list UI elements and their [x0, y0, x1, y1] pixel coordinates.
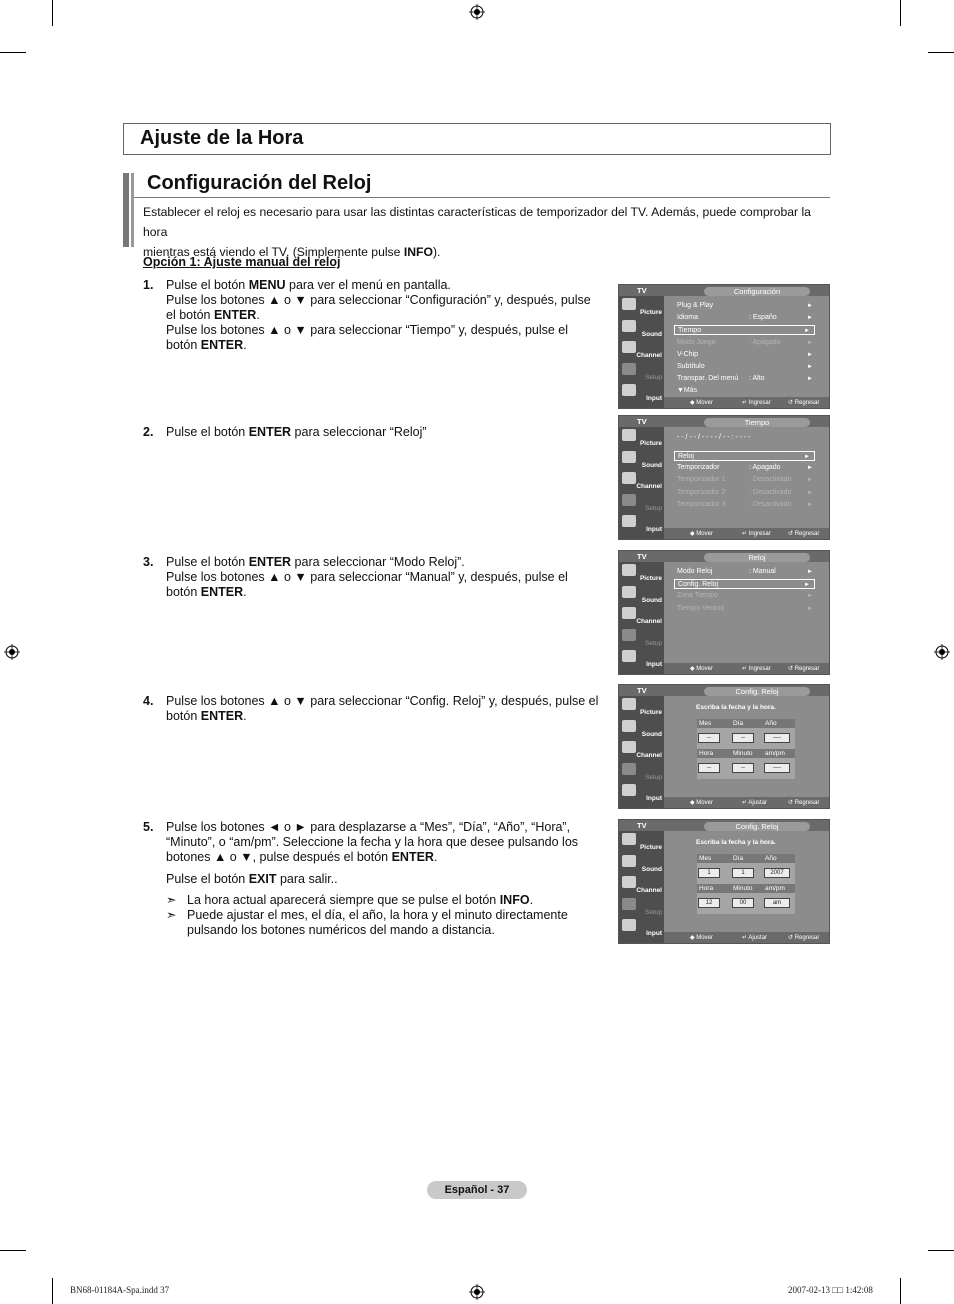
- arrow-right-icon: ►: [807, 315, 813, 322]
- sidebar-item-picture[interactable]: [619, 427, 664, 448]
- menu-item[interactable]: [677, 313, 817, 323]
- tv-footer: [664, 932, 830, 943]
- menu-item-label: Temporizador 1: [677, 476, 726, 484]
- footer-hint: ↵ Ingresar: [742, 531, 771, 537]
- menu-item-label: Temporizador 3: [677, 500, 726, 508]
- note-line: ➣ La hora actual aparecerá siempre que se pulse el botón INFO.: [166, 893, 534, 907]
- tv-footer: [664, 397, 830, 408]
- menu-item[interactable]: [677, 301, 817, 311]
- arrow-right-icon: ►: [807, 605, 813, 612]
- field-label: Mes: [699, 720, 712, 727]
- menu-item-value: : Manual: [749, 568, 776, 575]
- step-3: [143, 555, 608, 600]
- menu-item[interactable]: [674, 579, 815, 589]
- field-label: Día: [733, 855, 744, 862]
- menu-item: [677, 500, 817, 510]
- footer-hint: ◆ Mover: [690, 666, 713, 672]
- step-body: [166, 555, 608, 600]
- sidebar-item-picture[interactable]: [619, 696, 664, 717]
- clock-field[interactable]: --: [698, 763, 720, 773]
- step-body: [166, 425, 608, 440]
- sidebar-label: Sound: [641, 330, 662, 338]
- tv-label: TV: [637, 821, 647, 830]
- step-line: Pulse los botones ▲ o ▼ para seleccionar “Configuración” y, después, pulse: [166, 293, 591, 307]
- menu-item-value: : Apagado: [749, 464, 781, 472]
- sidebar-item-setup[interactable]: [619, 896, 664, 917]
- arrow-right-icon: ►: [807, 489, 813, 496]
- tv-sidebar: [619, 296, 664, 409]
- tv-footer: [664, 663, 830, 674]
- input-icon: [622, 384, 636, 396]
- note-arrow-icon: ➣: [166, 908, 177, 922]
- menu-item-value: : Apagado: [749, 338, 781, 346]
- footer-hint: ↺ Regresar: [788, 800, 820, 806]
- menu-item-label: ▼Más: [677, 387, 698, 395]
- tv-screen-1: [618, 284, 830, 409]
- input-icon: [622, 919, 636, 931]
- sidebar-label: Input: [646, 526, 662, 533]
- sidebar-item-sound[interactable]: [619, 449, 664, 470]
- menu-item[interactable]: [677, 374, 817, 384]
- footer-hint: ↺ Regresar: [788, 531, 820, 537]
- sidebar-label: Sound: [641, 461, 662, 469]
- sidebar-item-sound[interactable]: [619, 718, 664, 739]
- sidebar-item-picture[interactable]: [619, 831, 664, 852]
- sidebar-item-sound[interactable]: [619, 584, 664, 605]
- tv-header: [619, 551, 830, 562]
- menu-item[interactable]: [677, 463, 817, 473]
- menu-item: [677, 475, 817, 485]
- sidebar-label: Channel: [636, 887, 662, 894]
- tv-sidebar: [619, 831, 664, 944]
- arrow-right-icon: ►: [807, 376, 813, 383]
- tv-header: [619, 416, 830, 427]
- menu-item: [677, 591, 817, 601]
- menu-item-value: : Desactivado: [749, 476, 792, 484]
- option-heading: Opción 1: Ajuste manual del reloj: [143, 255, 341, 269]
- menu-title: Configuración: [704, 287, 810, 296]
- picture-icon: [622, 298, 636, 310]
- sidebar-label: Input: [646, 395, 662, 402]
- step-5: [143, 820, 608, 938]
- menu-title: Config. Reloj: [704, 822, 810, 831]
- clock-field[interactable]: --: [732, 763, 754, 773]
- clock-field[interactable]: 1: [732, 868, 754, 878]
- picture-icon: [622, 564, 636, 576]
- sidebar-label: Picture: [639, 709, 662, 716]
- sidebar-item-input[interactable]: [619, 382, 664, 403]
- setup-icon: [622, 898, 636, 910]
- step-line: botones ▲ o ▼, pulse después el botón ENTER.: [166, 850, 438, 864]
- sidebar-item-input[interactable]: [619, 648, 664, 669]
- sidebar-label: Channel: [636, 752, 662, 759]
- input-icon: [622, 784, 636, 796]
- arrow-right-icon: ►: [807, 593, 813, 600]
- arrow-right-icon: ►: [807, 339, 813, 346]
- picture-icon: [622, 833, 636, 845]
- arrow-right-icon: ►: [804, 328, 810, 335]
- step-line: Pulse el botón ENTER para seleccionar “Reloj”: [166, 425, 427, 439]
- menu-item[interactable]: [677, 350, 817, 360]
- registration-mark-icon: [469, 4, 485, 20]
- clock-prompt: Escriba la fecha y la hora.: [696, 704, 776, 711]
- footer-hint: ↺ Regresar: [788, 935, 820, 941]
- tv-header: [619, 285, 830, 296]
- intro-paragraph: Establecer el reloj es necesario para usar las distintas características de temporizador del TV. Además, puede comprobar la hora mientras está viendo el TV. (Simplemente pulse INFO).: [143, 205, 811, 259]
- sidebar-label: Setup: [645, 373, 662, 381]
- field-label: am/pm: [765, 885, 785, 892]
- clock-field[interactable]: 1: [698, 868, 720, 878]
- sidebar-label: Input: [646, 795, 662, 802]
- sidebar-item-picture[interactable]: [619, 562, 664, 583]
- field-label: Hora: [699, 750, 714, 757]
- sidebar-label: Sound: [641, 596, 662, 604]
- footer-hint: ↵ Ajustar: [742, 935, 768, 941]
- tv-header: [619, 685, 830, 696]
- step-line: Pulse los botones ▲ o ▼ para seleccionar “Manual” y, después, pulse el: [166, 570, 568, 584]
- note-line: pulsando los botones numéricos del mando a distancia.: [187, 923, 495, 937]
- step-line: el botón ENTER.: [166, 308, 260, 322]
- sound-icon: [622, 320, 636, 332]
- registration-mark-icon: [4, 644, 20, 660]
- tv-sidebar: [619, 562, 664, 675]
- step-body: [166, 820, 608, 938]
- step-2: [143, 425, 608, 440]
- setup-icon: [622, 363, 636, 375]
- footer-hint: ◆ Mover: [690, 800, 713, 806]
- arrow-right-icon: ►: [807, 465, 813, 472]
- step-number: 1.: [143, 278, 154, 292]
- menu-title: Reloj: [704, 553, 810, 562]
- menu-item: [677, 338, 817, 348]
- channel-icon: [622, 607, 636, 619]
- picture-icon: [622, 698, 636, 710]
- menu-item-label: Zona Tiempo: [677, 592, 718, 600]
- step-line: botón ENTER.: [166, 709, 247, 723]
- arrow-right-icon: ►: [807, 569, 813, 575]
- step-line: Pulse los botones ◄ o ► para desplazarse a “Mes”, “Día”, “Año”, “Hora”,: [166, 820, 571, 834]
- clock-field[interactable]: am: [764, 898, 790, 908]
- field-label: Minuto: [733, 885, 753, 892]
- menu-item-label: Tiempo Verano: [677, 604, 725, 612]
- slug-left: BN68-01184A-Spa.indd 37: [70, 1285, 170, 1295]
- field-label: Día: [733, 720, 744, 727]
- input-icon: [622, 515, 636, 527]
- footer-hint: ↵ Ingresar: [742, 666, 771, 672]
- menu-item-label: V-Chip: [677, 350, 699, 358]
- sidebar-label: Channel: [636, 618, 662, 625]
- step-1: [143, 278, 608, 353]
- page-number: Español - 37: [427, 1181, 527, 1199]
- sidebar-item-setup[interactable]: [619, 627, 664, 648]
- menu-item[interactable]: [674, 325, 815, 335]
- channel-icon: [622, 341, 636, 353]
- tv-label: TV: [637, 417, 647, 426]
- menu-item[interactable]: [677, 362, 817, 372]
- menu-title: Config. Reloj: [704, 687, 810, 696]
- field-label: am/pm: [765, 750, 785, 757]
- step-number: 5.: [143, 820, 154, 834]
- sidebar-item-setup[interactable]: [619, 361, 664, 382]
- tv-sidebar: [619, 696, 664, 809]
- step-number: 3.: [143, 555, 154, 569]
- footer-hint: ↺ Regresar: [788, 400, 820, 406]
- footer-hint: ◆ Mover: [690, 400, 713, 406]
- footer-hint: ↵ Ingresar: [742, 400, 771, 406]
- menu-title: Tiempo: [704, 418, 810, 427]
- tv-screen-5: [618, 819, 830, 944]
- sidebar-item-channel[interactable]: [619, 874, 664, 895]
- tv-footer: [664, 797, 830, 808]
- sound-icon: [622, 451, 636, 463]
- sidebar-label: Picture: [639, 575, 662, 582]
- sidebar-item-picture[interactable]: [619, 296, 664, 317]
- picture-icon: [622, 429, 636, 441]
- sidebar-label: Channel: [636, 352, 662, 359]
- section-header: [123, 123, 831, 155]
- arrow-right-icon: ►: [804, 454, 810, 460]
- menu-item-value: : Españo: [749, 314, 777, 322]
- arrow-right-icon: ►: [804, 582, 810, 589]
- menu-item-value: : Desactivado: [749, 488, 792, 496]
- menu-item-label: Reloj: [678, 453, 694, 460]
- step-line: Pulse los botones ▲ o ▼ para seleccionar “Config. Reloj” y, después, pulse el: [166, 694, 599, 708]
- field-label: Hora: [699, 885, 714, 892]
- menu-item-label: Modo Reloj: [677, 568, 713, 575]
- clock-field[interactable]: --: [698, 733, 720, 743]
- field-label: Año: [765, 855, 777, 862]
- tv-screen-4: [618, 684, 830, 809]
- section-title: Ajuste de la Hora: [140, 127, 304, 149]
- sidebar-item-channel[interactable]: [619, 339, 664, 360]
- menu-item[interactable]: [677, 386, 817, 396]
- registration-mark-icon: [934, 644, 950, 660]
- sidebar-item-setup[interactable]: [619, 761, 664, 782]
- step-4: [143, 694, 608, 724]
- menu-item[interactable]: [674, 451, 815, 461]
- sidebar-item-setup[interactable]: [619, 492, 664, 513]
- arrow-right-icon: ►: [807, 477, 813, 484]
- input-icon: [622, 650, 636, 662]
- sidebar-label: Input: [646, 661, 662, 668]
- menu-item-value: : Alto: [749, 375, 765, 383]
- field-label: Año: [765, 720, 777, 727]
- menu-item-label: Modo Juego: [677, 338, 716, 346]
- sidebar-label: Setup: [645, 504, 662, 512]
- step-number: 2.: [143, 425, 154, 439]
- sidebar-item-channel[interactable]: [619, 470, 664, 491]
- field-labels: [697, 854, 795, 863]
- menu-item-label: Transpar. Del menú: [677, 375, 739, 383]
- sidebar-label: Setup: [645, 908, 662, 916]
- clock-field[interactable]: 12: [698, 898, 720, 908]
- menu-item-label: Temporizador 2: [677, 488, 726, 496]
- sound-icon: [622, 586, 636, 598]
- tv-label: TV: [637, 686, 647, 695]
- clock-field[interactable]: ----: [764, 763, 790, 773]
- channel-icon: [622, 472, 636, 484]
- sidebar-item-channel[interactable]: [619, 739, 664, 760]
- clock-field[interactable]: --: [732, 733, 754, 743]
- subsection-title: Configuración del Reloj: [147, 172, 372, 194]
- exit-line: Pulse el botón EXIT para salir..: [166, 872, 338, 886]
- registration-mark-icon: [469, 1284, 485, 1300]
- step-line: Pulse el botón ENTER para seleccionar “Modo Reloj”.: [166, 555, 465, 569]
- sidebar-item-sound[interactable]: [619, 853, 664, 874]
- sidebar-item-sound[interactable]: [619, 318, 664, 339]
- step-number: 4.: [143, 694, 154, 708]
- step-line: Pulse los botones ▲ o ▼ para seleccionar “Tiempo” y, después, pulse el: [166, 323, 569, 337]
- channel-icon: [622, 741, 636, 753]
- field-labels: [697, 884, 795, 893]
- sound-icon: [622, 855, 636, 867]
- setup-icon: [622, 494, 636, 506]
- field-labels: [697, 749, 795, 758]
- tv-sidebar: [619, 427, 664, 540]
- arrow-right-icon: ►: [807, 364, 813, 370]
- step-body: [166, 278, 608, 353]
- sidebar-label: Channel: [636, 483, 662, 490]
- tv-label: TV: [637, 286, 647, 295]
- setup-icon: [622, 763, 636, 775]
- footer-hint: ↺ Regresar: [788, 666, 820, 672]
- menu-item-label: Plug & Play: [677, 302, 714, 309]
- field-label: Mes: [699, 855, 712, 862]
- footer-hint: ◆ Mover: [690, 531, 713, 537]
- sidebar-label: Picture: [639, 440, 662, 447]
- field-labels: [697, 719, 795, 728]
- step-line: botón ENTER.: [166, 338, 247, 352]
- sidebar-label: Setup: [645, 639, 662, 647]
- step-body: [166, 694, 608, 724]
- sidebar-label: Picture: [639, 309, 662, 316]
- footer-hint: ◆ Mover: [690, 935, 713, 941]
- note-arrow-icon: ➣: [166, 893, 177, 907]
- sidebar-label: Sound: [641, 865, 662, 873]
- menu-item-label: Tiempo: [678, 327, 702, 335]
- menu-item-label: Subtítulo: [677, 363, 705, 370]
- menu-item: [677, 604, 817, 614]
- tv-header: [619, 820, 830, 831]
- menu-item-label: Idioma: [677, 314, 699, 322]
- field-label: Minuto: [733, 750, 753, 757]
- sidebar-label: Sound: [641, 730, 662, 738]
- sidebar-label: Setup: [645, 773, 662, 781]
- arrow-right-icon: ►: [807, 351, 813, 358]
- setup-icon: [622, 629, 636, 641]
- sound-icon: [622, 720, 636, 732]
- tv-screen-2: [618, 415, 830, 540]
- clock-field[interactable]: ----: [764, 733, 790, 743]
- arrow-right-icon: ►: [807, 303, 813, 309]
- sidebar-item-input[interactable]: [619, 513, 664, 534]
- clock-display: - - / - - / - - - - / - - : - - - -: [677, 434, 751, 441]
- menu-item: [677, 488, 817, 498]
- sidebar-item-input[interactable]: [619, 782, 664, 803]
- step-line: Pulse el botón MENU para ver el menú en pantalla.: [166, 278, 451, 292]
- menu-item[interactable]: [677, 567, 817, 577]
- clock-prompt: Escriba la fecha y la hora.: [696, 839, 776, 846]
- note-line: ➣ Puede ajustar el mes, el día, el año, la hora y el minuto directamente: [166, 908, 568, 922]
- menu-item-value: : Desactivado: [749, 500, 792, 508]
- sidebar-label: Picture: [639, 844, 662, 851]
- step-line: “Minuto”, o “am/pm”. Seleccione la fecha y la hora que desee pulsando los: [166, 835, 579, 849]
- tv-footer: [664, 528, 830, 539]
- sidebar-label: Input: [646, 930, 662, 937]
- clock-field[interactable]: 00: [732, 898, 754, 908]
- clock-field[interactable]: 2007: [764, 868, 790, 878]
- tv-label: TV: [637, 552, 647, 561]
- sidebar-item-input[interactable]: [619, 917, 664, 938]
- footer-hint: ↵ Ajustar: [742, 800, 768, 806]
- sidebar-item-channel[interactable]: [619, 605, 664, 626]
- arrow-right-icon: ►: [807, 501, 813, 508]
- channel-icon: [622, 876, 636, 888]
- step-line: botón ENTER.: [166, 585, 247, 599]
- slug-right: 2007-02-13 □□ 1:42:08: [788, 1285, 873, 1295]
- menu-item-label: Config. Reloj: [678, 581, 719, 589]
- tv-screen-3: [618, 550, 830, 675]
- menu-item-label: Temporizador: [677, 464, 720, 472]
